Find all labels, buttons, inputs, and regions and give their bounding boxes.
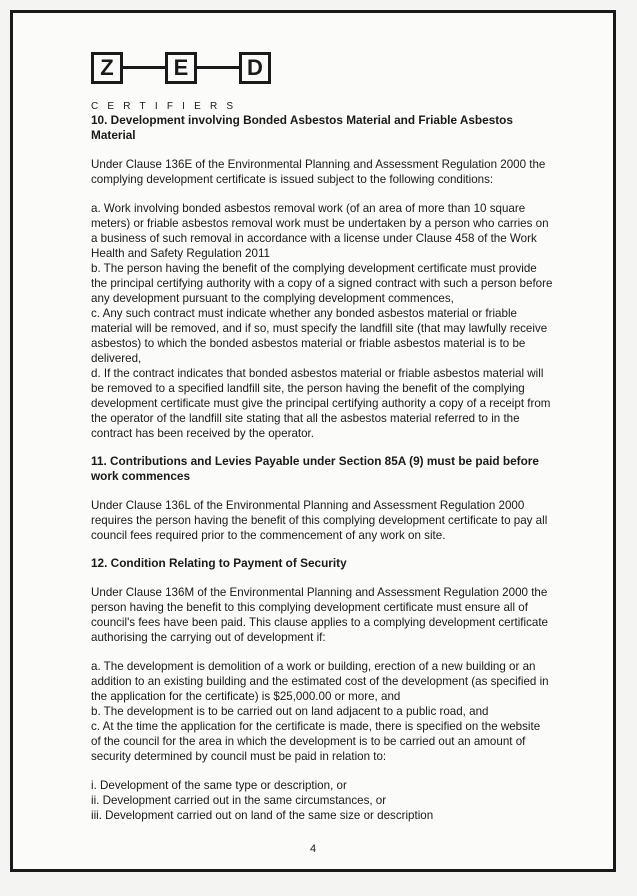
condition-item: d. If the contract indicates that bonded asbestos material or friable asbestos material will be removed to a specified landfill site, the person having the benefit of the complying development certificate must give the principal certifying authority a copy of a receipt from the operator of the landfill site stating that all the asbestos material referred to in the contract has been received by the operator. [91, 367, 551, 440]
page-number: 4 [309, 843, 317, 855]
section-intro: Under Clause 136M of the Environmental Planning and Assessment Regulation 2000 the person having the benefit to this complying development certificate must ensure all of council's fees have been paid. This clause applies to a complying development certificate authorising the carrying out of development if: [91, 586, 548, 644]
zed-certifiers-logo [91, 52, 271, 116]
condition-item: a. Work involving bonded asbestos removal work (of an area of more than 10 square meters) or friable asbestos removal work must be undertaken by a person who carries on a business of such removal in accordance with a license under Clause 458 of the Work Health and Safety Regulation 2011 [91, 202, 549, 260]
logo-connector [123, 66, 165, 69]
document-body [91, 113, 553, 823]
logo-mark [91, 52, 271, 92]
section-heading: 11. Contributions and Levies Payable under Section 85A (9) must be paid before work commences [91, 454, 539, 483]
logo-letter-d: D [239, 52, 271, 84]
condition-item: c. Any such contract must indicate whether any bonded asbestos material or friable material will be removed, and if so, must specify the landfill site (that may lawfully receive asbestos) to which the bonded asbestos material or friable asbestos material is to be delivered, [91, 307, 548, 365]
sub-item: ii. Development carried out in the same circumstances, or [91, 794, 387, 807]
condition-item: c. At the time the application for the certificate is made, there is specified on the website of the council for the area in which the development is to be carried out an amount of security determined by council must be paid in relation to: [91, 720, 541, 763]
condition-item: b. The person having the benefit of the complying development certificate must provide the principal certifying authority with a copy of a signed contract with such a person before any development pursuant to the complying development commences, [91, 262, 553, 305]
logo-subtitle: CERTIFIERS [91, 101, 243, 112]
section-intro: Under Clause 136L of the Environmental Planning and Assessment Regulation 2000 requires the person having the benefit of this complying development certificate to pay all council fees required prior to the commencement of any work on site. [91, 499, 548, 542]
logo-letter-z: Z [91, 52, 123, 84]
logo-connector [197, 66, 239, 69]
condition-item: a. The development is demolition of a work or building, erection of a new building or an addition to an existing building and the estimated cost of the development (as specified in the application for the certificate) is $25,000.00 or more, and [91, 660, 549, 703]
sub-item: i. Development of the same type or description, or [91, 779, 347, 792]
logo-letter-e: E [165, 52, 197, 84]
section-heading: 10. Development involving Bonded Asbestos Material and Friable Asbestos Material [91, 113, 513, 142]
section-intro: Under Clause 136E of the Environmental Planning and Assessment Regulation 2000 the complying development certificate is issued subject to the following conditions: [91, 158, 546, 186]
section-heading: 12. Condition Relating to Payment of Security [91, 556, 347, 570]
condition-item: b. The development is to be carried out on land adjacent to a public road, and [91, 705, 489, 718]
document-page [10, 10, 616, 872]
sub-item: iii. Development carried out on land of the same size or description [91, 809, 434, 822]
